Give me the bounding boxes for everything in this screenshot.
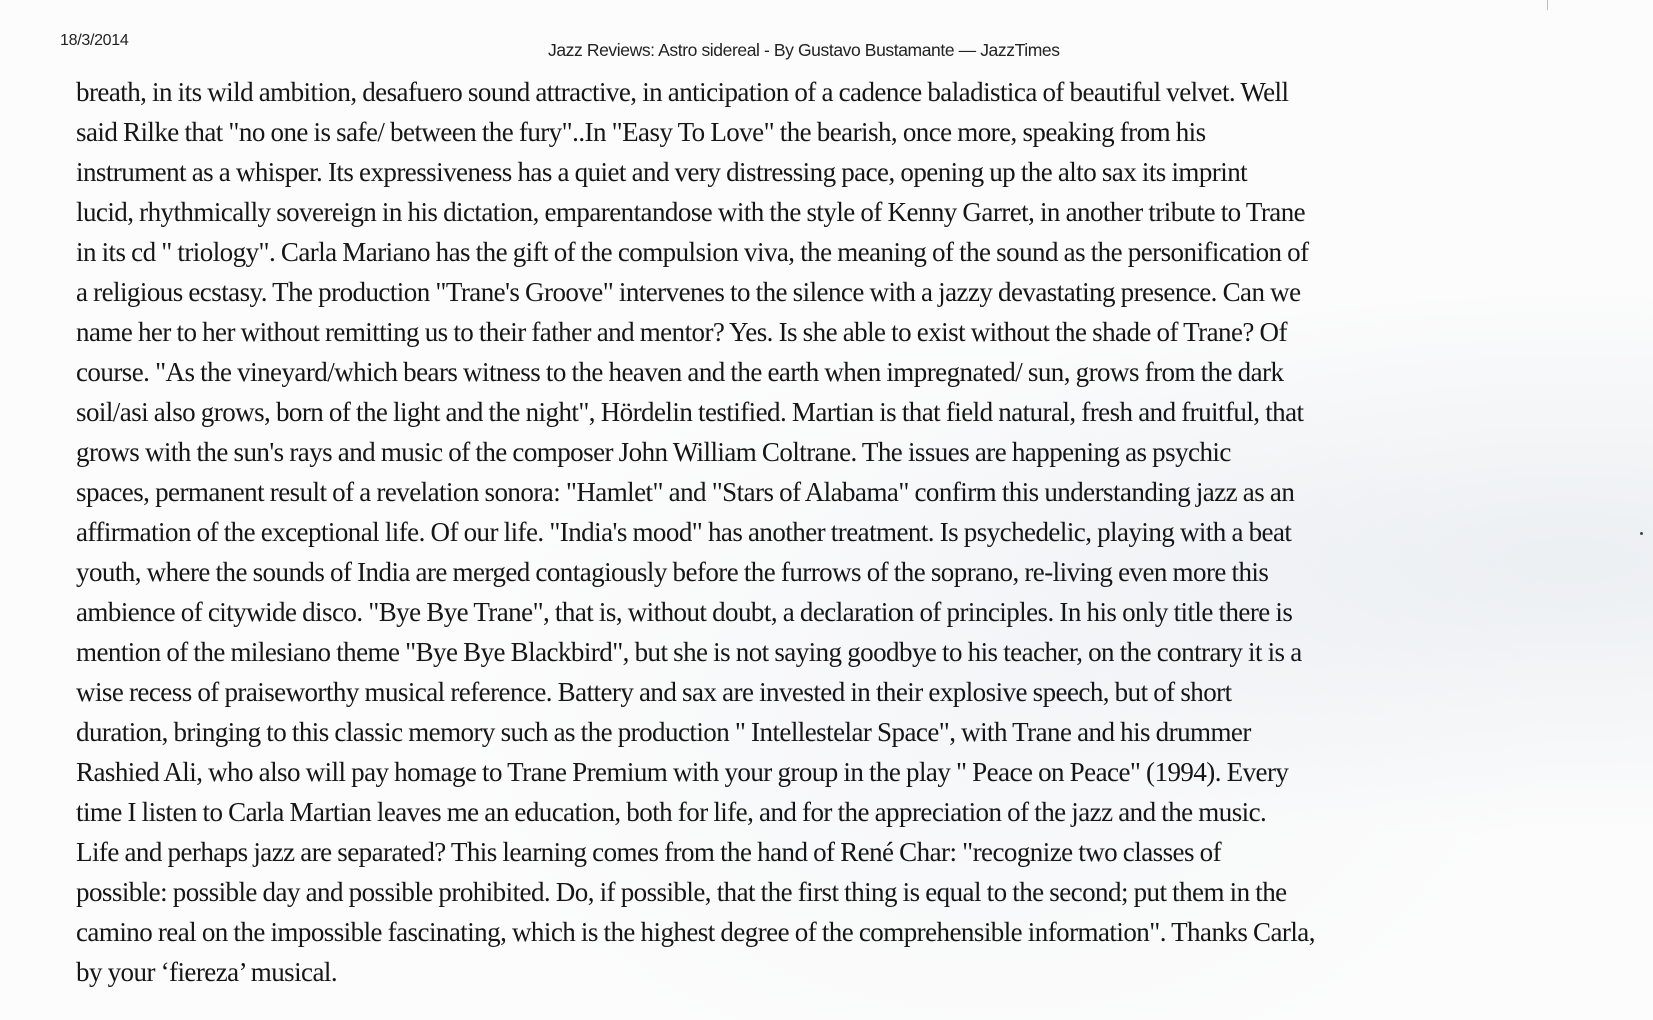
article-line: lucid, rhythmically sovereign in his dictation, emparentandose with the style of Kenny Garret, in another tribute to Trane xyxy=(76,197,1306,227)
scan-edge-mark xyxy=(1547,0,1548,10)
article-line: mention of the milesiano theme "Bye Bye Blackbird", but she is not saying goodbye to his teacher, on the contrary it is a xyxy=(76,637,1302,667)
article-line: said Rilke that "no one is safe/ between the fury"..In "Easy To Love" the bearish, once more, speaking from his xyxy=(76,117,1206,147)
article-body xyxy=(76,72,1556,992)
article-line: by your ‘fiereza’ musical. xyxy=(76,957,338,987)
article-line: duration, bringing to this classic memory such as the production " Intellestelar Space", with Trane and his drummer xyxy=(76,717,1251,747)
article-line: Life and perhaps jazz are separated? This learning comes from the hand of René Char: "recognize two classes of xyxy=(76,837,1222,867)
article-line: spaces, permanent result of a revelation sonora: "Hamlet" and "Stars of Alabama" confirm this understanding jazz as an xyxy=(76,477,1295,507)
article-line: wise recess of praiseworthy musical reference. Battery and sax are invested in their explosive speech, but of short xyxy=(76,677,1232,707)
article-line: camino real on the impossible fascinating, which is the highest degree of the comprehensible information". Thanks Carla, xyxy=(76,917,1315,947)
article-line: in its cd " triology". Carla Mariano has the gift of the compulsion viva, the meaning of the sound as the personification of xyxy=(76,237,1309,267)
article-line: ambience of citywide disco. "Bye Bye Trane", that is, without doubt, a declaration of principles. In his only title there is xyxy=(76,597,1293,627)
print-date: 18/3/2014 xyxy=(60,32,129,49)
article-line: soil/asi also grows, born of the light and the night", Hördelin testified. Martian is that field natural, fresh and fruitful, that xyxy=(76,397,1304,427)
article-line: possible: possible day and possible prohibited. Do, if possible, that the first thing is equal to the second; put them in the xyxy=(76,877,1287,907)
article-line: grows with the sun's rays and music of the composer John William Coltrane. The issues are happening as psychic xyxy=(76,437,1231,467)
article-line: affirmation of the exceptional life. Of our life. "India's mood" has another treatment. Is psychedelic, playing with a beat xyxy=(76,517,1292,547)
scan-speck xyxy=(1640,532,1643,535)
article-line: breath, in its wild ambition, desafuero sound attractive, in anticipation of a cadence baladistica of beautiful velvet. Well xyxy=(76,77,1289,107)
article-line: instrument as a whisper. Its expressiveness has a quiet and very distressing pace, opening up the alto sax its imprint xyxy=(76,157,1248,187)
article-line: Rashied Ali, who also will pay homage to Trane Premium with your group in the play " Peace on Peace" (1994). Every xyxy=(76,757,1289,787)
print-page-title: Jazz Reviews: Astro sidereal - By Gustavo Bustamante — JazzTimes xyxy=(548,40,1060,60)
article-line: time I listen to Carla Martian leaves me an education, both for life, and for the appreciation of the jazz and the music. xyxy=(76,797,1267,827)
article-line: youth, where the sounds of India are merged contagiously before the furrows of the soprano, re-living even more this xyxy=(76,557,1269,587)
article-line: a religious ecstasy. The production "Trane's Groove" intervenes to the silence with a jazzy devastating presence. Can we xyxy=(76,277,1301,307)
article-line: course. "As the vineyard/which bears witness to the heaven and the earth when impregnated/ sun, grows from the dark xyxy=(76,357,1284,387)
article-line: name her to her without remitting us to their father and mentor? Yes. Is she able to exist without the shade of Trane? Of xyxy=(76,317,1287,347)
